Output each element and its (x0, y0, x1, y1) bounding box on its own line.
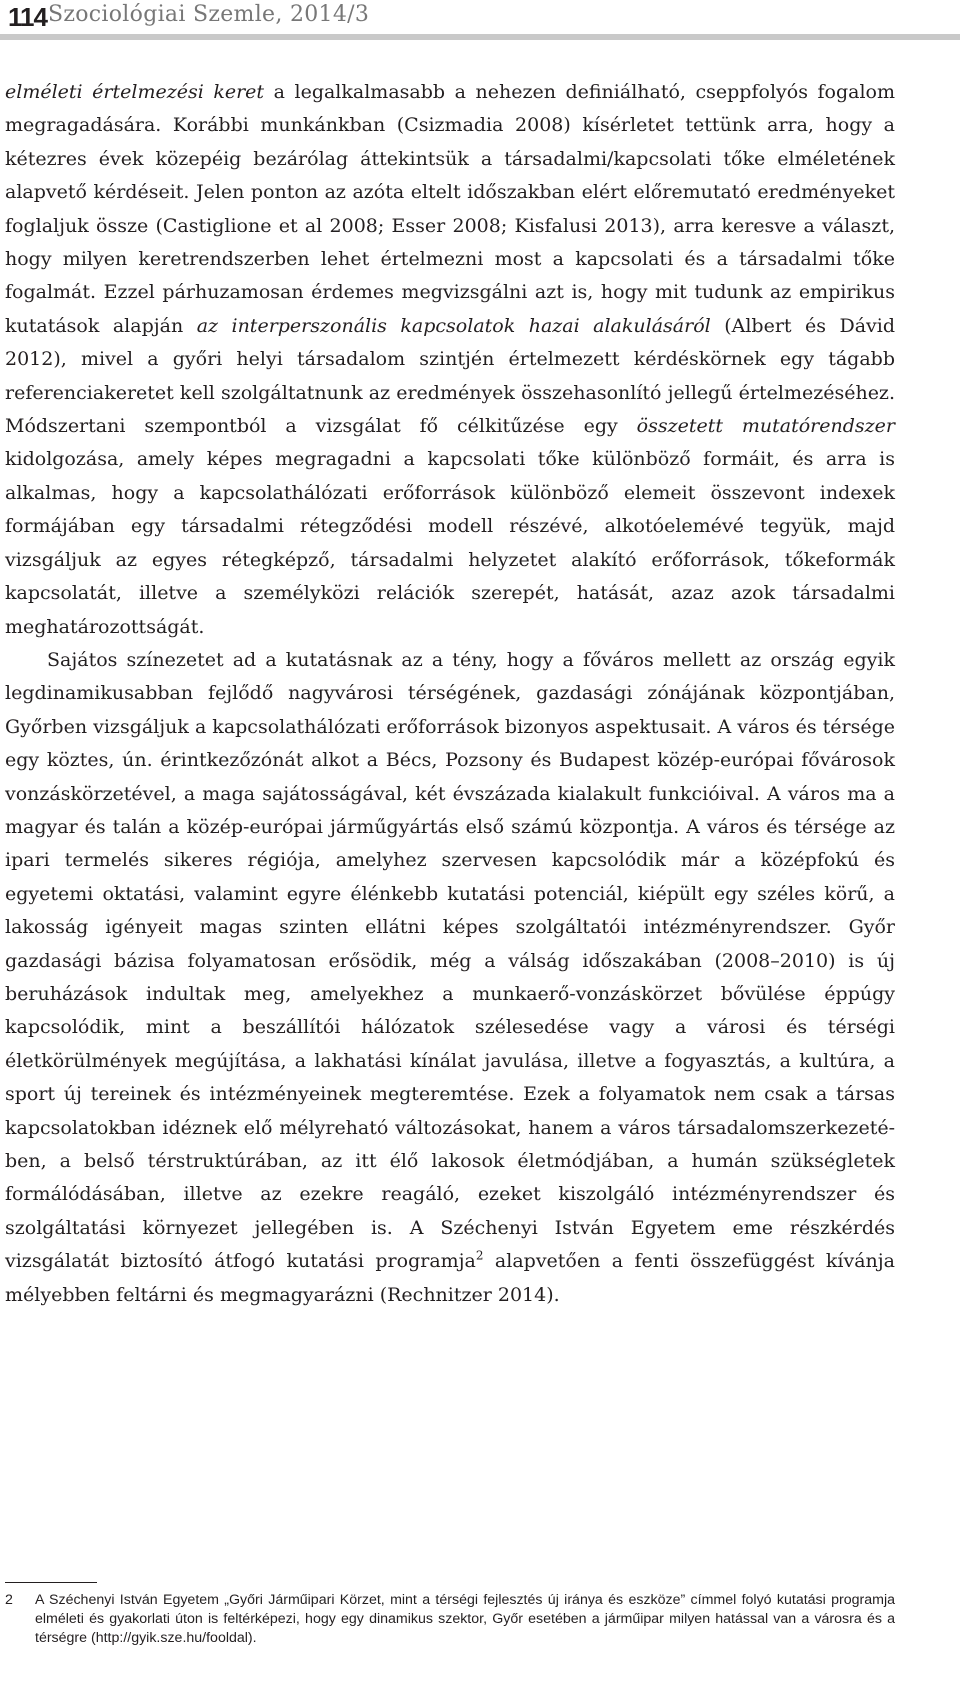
header-rule (0, 34, 960, 40)
text-run: kidolgozása, amely képes megragadni a kapcsolati tőke különböző formáit, és arra is alkalmas, hogy a kapcsolathálózati erőforrások különböző elemeit összevont indexek formájában egy társadalmi rétegződési modell részévé, alkotóelemévé tegyük, majd vizsgáljuk az egyes rétegképző, társadalmi helyzetet alakító erőforrások, tőkeformák kapcsolatát, illetve a személyközi relációk szerepét, hatását, azaz azok társadalmi meghatározottságát. (5, 448, 895, 638)
italic-term: elméleti értelmezési keret (5, 81, 265, 103)
footnote (5, 1591, 895, 1649)
footnote-text: A Széchenyi István Egyetem „Győri Járműipari Körzet, mint a térségi fejlesztés új iránya és eszköze” címmel folyó kutatási programja elméleti és gyakorlati úton is feltérképezi, hogy egy dinamikus szektor, Győr esetében a járműipar milyen hatással van a városra és a térségre (http://gyik.sze.hu/fooldal). (35, 1592, 895, 1647)
journal-title: Szociológiai Szemle, 2014/3 (48, 2, 370, 27)
page-number: 114 (8, 2, 47, 32)
italic-term: összetett mutatórendszer (636, 415, 895, 438)
text-run: Sajátos színezetet ad a kutatásnak az a tény, hogy a főváros mellett az ország egyik legdinamikusabban fejlődő nagyvárosi térségének, gazdasági zónájának központjában, Győrben vizsgáljuk a kapcsolathálózati erőforrások bizonyos aspektusait. A város és térsége egy köztes, ún. érintkezőzónát alkot a Bécs, Pozsony és Budapest közép-európai fővárosok vonzáskörzetével, a maga sajátosságával, két évszázada kialakult funkcióival. A város ma a magyar és talán a közép-európai járműgyártás első számú központja. A város és térsége az ipari termelés sikeres régiója, amelyhez szervesen kapcsolódik már a középfokú és egyetemi oktatási, valamint egyre élénkebb kutatási potenciál, kiépült egy széles körű, a lakosság igényeit magas szinten ellátni képes szolgáltatói intézményrendszer. Győr gazdasági bázisa folyamatosan erősödik, még a válság időszakában (2008–2010) is új beruházások indultak meg, amelyekhez a munkaerő-vonzáskörzet bővülése éppúgy kapcsolódik, mint a beszállítói hálózatok szélesedése vagy a városi és térségi életkörülmények megújítása, a lakhatási kínálat javulása, illetve a fogyasztás, a kultúra, a sport új tereinek és intézményeinek megteremtése. Ezek a folyamatok nem csak a társas kapcsolatokban idéznek elő mélyreható változásokat, hanem a város társadalomszerkezetében, a belső térstruktúrában, az itt élő lakosok életmódjában, a humán szükségletek formálódásában, illetve az ezekre reagáló, ezeket kiszolgáló intézményrendszer és szolgáltatási környezet jellegében is. A Széchenyi István Egyetem eme részkérdés vizsgálatát biztosító átfogó kutatási programja (5, 648, 895, 1273)
footnote-reference[interactable]: 2 (475, 1248, 484, 1263)
text-run: alapvetően a fenti összefüggést kívánja mélyebben feltárni és megmagyarázni (Rechnitzer 2014). (5, 1250, 895, 1306)
paragraph-1 (5, 76, 895, 644)
footnote-number: 2 (5, 1592, 13, 1608)
italic-term: az interperszonális kapcsolatok hazai alakulásáról (196, 314, 711, 337)
text-run: (Albert és Dávid 2012), mivel a győri helyi társadalom szintjén értelmezett kérdéskörnek egy tágabb referenciakeretet kell szolgáltatnunk az eredmények összehasonlító jellegű értelmezéséhez. Módszertani szempontból a vizsgálat fő célkitűzése egy (5, 314, 896, 438)
text-run: a legalkalmasabb a nehezen definiálható, cseppfolyós fogalom megragadására. Korábbi munkánkban (Csizmadia 2008) kísérletet tettünk arra, hogy a kétezres évek közepéig bezárólag áttekintsük a társadalmi/kapcsolati tőke elméletének alapvető kérdéseit. Jelen ponton az azóta eltelt időszakban elért előremutató eredményeket foglaljuk össze (Castiglione et al 2008; Esser 2008; Kisfalusi 2013), arra keresve a választ, hogy milyen keretrendszerben lehet értelmezni most a kapcsolati és a társadalmi tőke fogalmát. Ezzel párhuzamosan érdemes megvizsgálni azt is, hogy mit tudunk az empirikus kutatások alapján (5, 81, 895, 337)
paragraph-2 (5, 644, 895, 1312)
article-body (5, 76, 895, 1312)
running-header (0, 0, 960, 32)
footnote-rule (5, 1582, 97, 1583)
